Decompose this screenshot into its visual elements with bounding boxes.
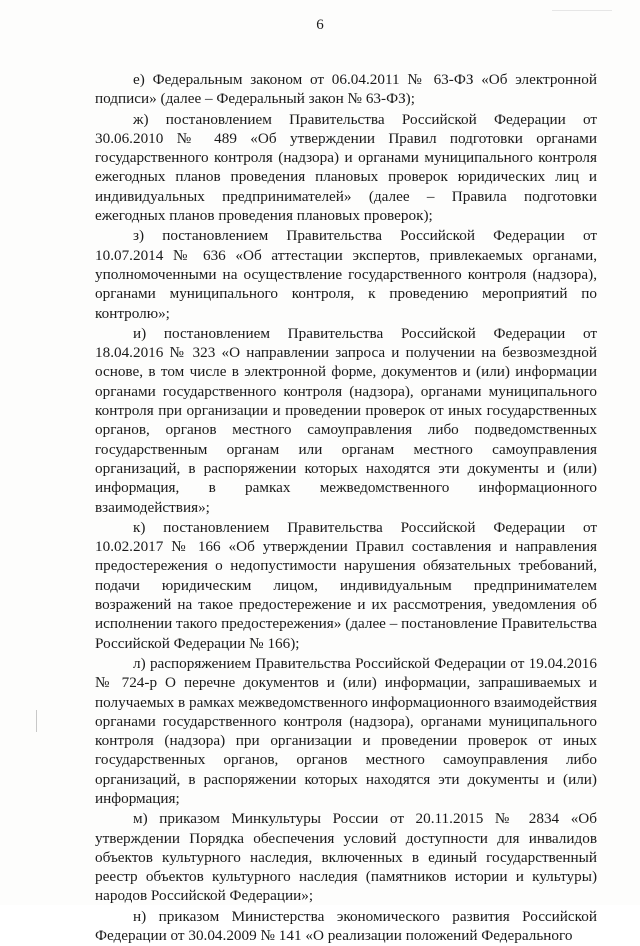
paragraph-z: з) постановлением Правительства Российской Федерации от 10.07.2014 № 636 «Об аттестации экспертов, привлекаемых органами, уполномоченными на осуществление государственного контроля (надзора), органами муниципального контроля, к проведению мероприятий по контролю»; — [95, 227, 597, 322]
document-body — [95, 70, 597, 946]
scan-artifact — [36, 710, 37, 732]
paragraph-zh: ж) постановлением Правительства Российской Федерации от 30.06.2010 № 489 «Об утверждении Правил подготовки органами государственного контроля (надзора) и органами муниципального контроля ежегодных планов проведения плановых проверок юридических лиц и индивидуальных предпринимателей» (далее – Правила подготовки ежегодных планов проведения плановых проверок); — [95, 110, 597, 225]
paragraph-l: л) распоряжением Правительства Российской Федерации от 19.04.2016 № 724-р О перечне документов и (или) информации, запрашиваемых и получаемых в рамках межведомственного информационного взаимодействия органами государственного контроля (надзора), органами муниципального контроля (надзора) при организации и проведении проверок от иных государственных органов, органов местного самоуправления либо организаций, в распоряжении которых находятся эти документы и (или) информация; — [95, 654, 597, 807]
paragraph-i: и) постановлением Правительства Российской Федерации от 18.04.2016 № 323 «О направлении запроса и получении на безвозмездной основе, в том числе в электронной форме, документов и (или) информации органами государственного контроля (надзора), органами муниципального контроля при организации и проведении проверок от иных государственных органов, органов местного самоуправления либо подведомственных государственным органам или органам местного самоуправления организаций, в распоряжении которых находятся эти документы и (или) информация, в рамках межведомственного информационного взаимодействия»; — [95, 324, 597, 516]
paragraph-n: н) приказом Министерства экономического развития Российской Федерации от 30.04.2009 № 141 «О реализации положений Федерального — [95, 907, 597, 945]
scan-artifact — [552, 10, 612, 11]
page-number: 6 — [316, 17, 324, 33]
paragraph-k: к) постановлением Правительства Российской Федерации от 10.02.2017 № 166 «Об утверждении Правил составления и направления предостережения о недопустимости нарушения обязательных требований, подачи юридическим лицом, индивидуальным предпринимателем возражений на такое предостережение и их рассмотрения, уведомления об исполнении такого предостережения» (далее – постановление Правительства Российской Федерации № 166); — [95, 518, 597, 652]
paragraph-e: е) Федеральным законом от 06.04.2011 № 63-ФЗ «Об электронной подписи» (далее – Федеральный закон № 63-ФЗ); — [95, 71, 597, 108]
paragraph-m: м) приказом Минкультуры России от 20.11.2015 № 2834 «Об утверждении Порядка обеспечения условий доступности для инвалидов объектов культурного наследия, включенных в единый государственный реестр объектов культурного наследия (памятников истории и культуры) народов Российской Федерации»; — [95, 810, 597, 905]
